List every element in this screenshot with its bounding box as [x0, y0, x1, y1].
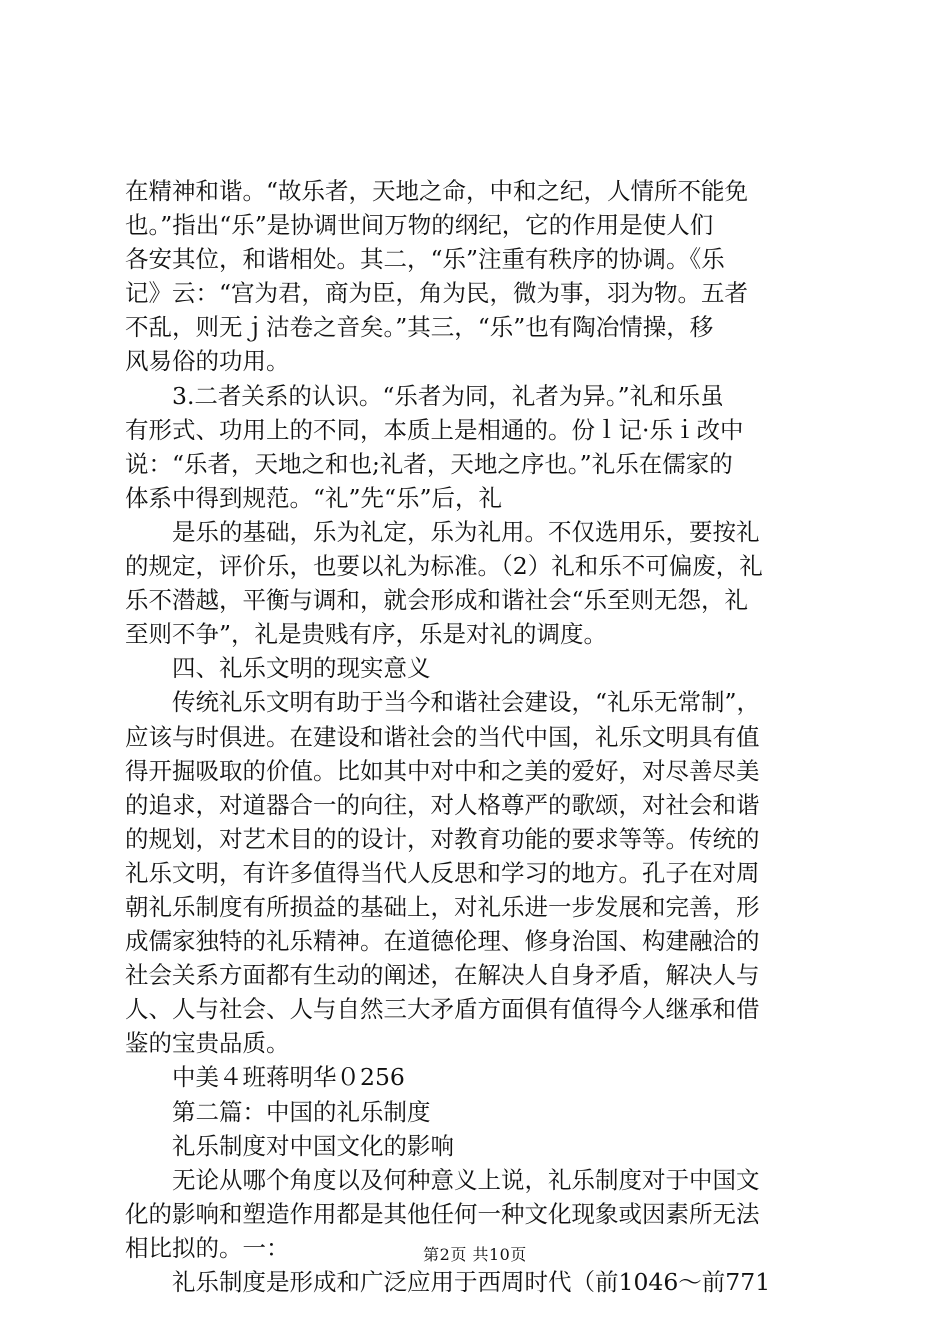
- chapter-heading: 第二篇：中国的礼乐制度: [125, 1097, 431, 1126]
- text-line: 相比拟的。一：: [125, 1233, 290, 1262]
- text-line: 应该与时俱进。在建设和谐社会的当代中国，礼乐文明具有值: [125, 722, 760, 751]
- text-line: 在精神和谐。“故乐者，天地之命，中和之纪，人情所不能免: [125, 177, 749, 205]
- text-line: 礼乐文明，有许多值得当代人反思和学习的地方。孔子在对周: [125, 858, 760, 887]
- text-line: 得开掘吸取的价值。比如其中对中和之美的爱好，对尽善尽美: [125, 756, 760, 785]
- text-line: 的规定，评价乐，也要以礼为标准。（2）礼和乐不可偏废，礼: [125, 552, 763, 581]
- text-line: 乐不潜越，平衡与调和，就会形成和谐社会“乐至则无怨，礼: [125, 586, 749, 615]
- text-line: 传统礼乐文明有助于当今和谐社会建设，“礼乐无常制”，: [125, 688, 761, 717]
- page-number-footer: 第2页 共10页: [423, 1245, 527, 1264]
- text-line: 也。”指出“乐”是协调世间万物的纲纪，它的作用是使人们: [125, 211, 714, 240]
- text-line: 成儒家独特的礼乐精神。在道德伦理、修身治国、构建融洽的: [125, 927, 760, 956]
- text-line: 各安其位，和谐相处。其二，“乐”注重有秩序的协调。《乐: [125, 245, 725, 274]
- text-line: 鉴的宝贵品质。: [125, 1029, 290, 1058]
- text-line: 朝礼乐制度有所损益的基础上，对礼乐进一步发展和完善，形: [125, 892, 760, 921]
- text-line: 的追求，对道器合一的向往，对人格尊严的歌颂，对社会和谐: [125, 790, 760, 819]
- text-line: 礼乐制度是形成和广泛应用于西周时代（前1046～前771: [125, 1268, 771, 1296]
- author-line: 中美４班蒋明华０256: [125, 1063, 405, 1092]
- text-line: 3.二者关系的认识。“乐者为同，礼者为异。”礼和乐虽: [125, 381, 724, 410]
- text-line: 社会关系方面都有生动的阐述，在解决人自身矛盾，解决人与: [125, 961, 760, 990]
- text-line: 至则不争”，礼是贵贱有序，乐是对礼的调度。: [125, 620, 608, 649]
- chapter-subtitle: 礼乐制度对中国文化的影响: [125, 1131, 454, 1160]
- text-line: 风易俗的功用。: [125, 347, 290, 376]
- text-line: 说：“乐者，天地之和也;礼者，天地之序也。”礼乐在儒家的: [125, 449, 733, 478]
- text-line: 的规划，对艺术目的的设计，对教育功能的要求等等。传统的: [125, 824, 760, 853]
- text-line: 记》云：“宫为君，商为臣，角为民，微为事，羽为物。五者: [125, 279, 749, 308]
- text-line: 不乱，则无ｊ沽卷之音矣。”其三，“乐”也有陶冶情操，移: [125, 313, 714, 342]
- text-line: 人、人与社会、人与自然三大矛盾方面俱有值得今人继承和借: [125, 995, 760, 1024]
- text-line: 有形式、功用上的不同，本质上是相通的。份ｌ记·乐ｉ改中: [125, 415, 744, 444]
- text-line: 是乐的基础，乐为礼定，乐为礼用。不仅选用乐，要按礼: [125, 517, 760, 546]
- section-heading: 四、礼乐文明的现实意义: [125, 654, 431, 683]
- text-line: 化的影响和塑造作用都是其他任何一种文化现象或因素所无法: [125, 1199, 760, 1228]
- body-text: [125, 174, 845, 1299]
- text-line: 体系中得到规范。“礼”先“乐”后，礼: [125, 483, 503, 512]
- text-line: 无论从哪个角度以及何种意义上说，礼乐制度对于中国文: [125, 1165, 760, 1194]
